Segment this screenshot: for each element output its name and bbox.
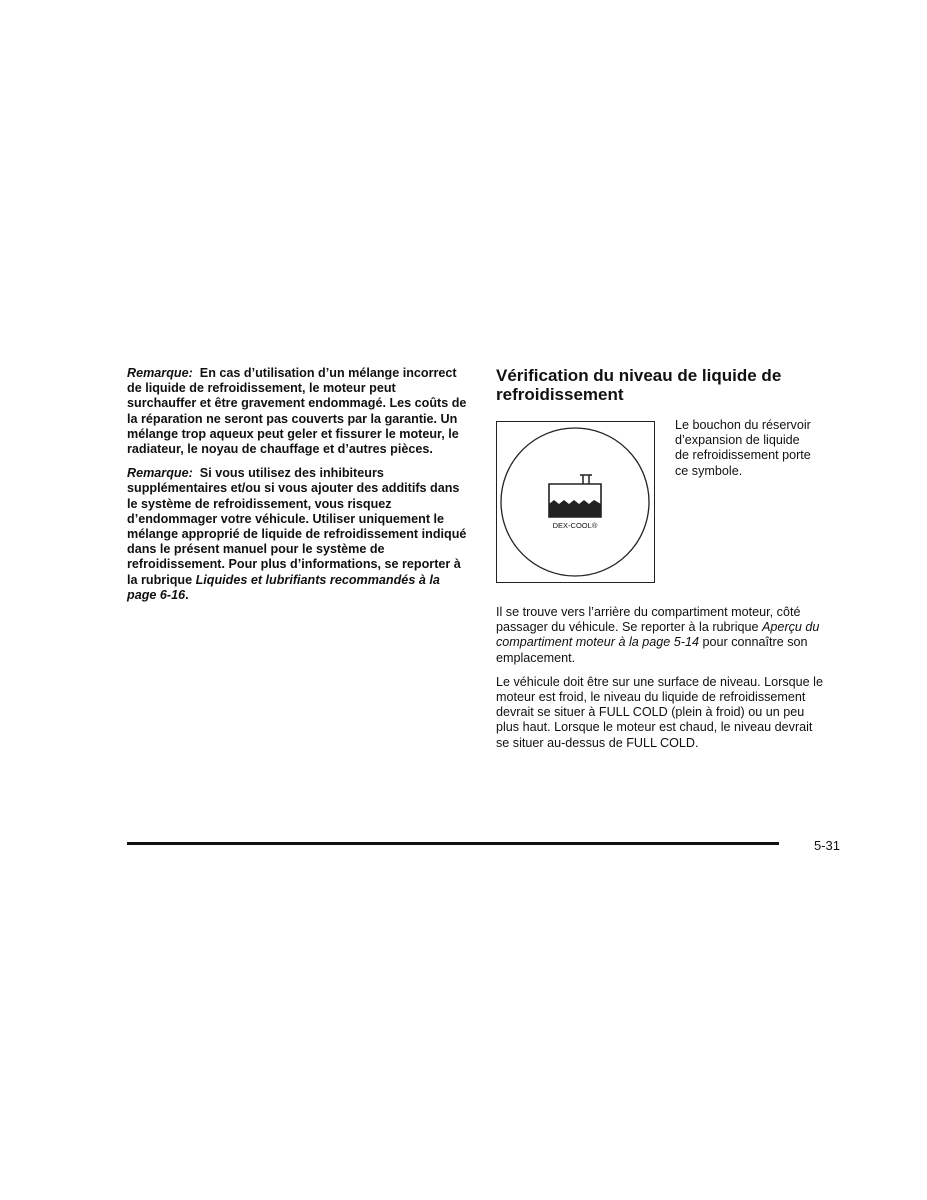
para-1-text: Il se trouve vers l’arrière du compartiment moteur, côté passager du véhicule. Se reporter à la rubrique <box>496 605 801 635</box>
page-number: 5-31 <box>813 838 840 853</box>
right-body <box>496 605 826 760</box>
left-column <box>127 366 467 612</box>
note-2-link[interactable]: Liquides et lubrifiants recommandés à la page 6-16 <box>127 572 440 602</box>
section-heading: Vérification du niveau de liquide de refroidissement <box>496 366 782 404</box>
note-1-text: En cas d’utilisation d’un mélange incorrect de liquide de refroidissement, le moteur peut surchauffer et être gravement endommagé. Les coûts de la réparation ne seront pas couverts par la garantie. Un mélange trop aqueux peut geler et fissurer le moteur, le radiateur, le noyau de chauffage et d’autres pièces. <box>127 366 467 457</box>
note-2-text: Si vous utilisez des inhibiteurs supplémentaires et/ou si vous ajouter des additifs dans le système de refroidissement, vous risquez d’endommager votre véhicule. Utiliser uniquement le mélange approprié de liquide de refroidissement indiqué dans le présent manuel pour le système de refroidissement. Pour plus d’informations, se reporter à la rubrique <box>127 466 467 587</box>
symbol-caption: Le bouchon du réservoir d’expansion de liquide de refroidissement porte ce symbole. <box>675 418 811 478</box>
engine-compartment-link[interactable]: Aperçu du compartiment moteur à la page 5-14 <box>496 620 820 650</box>
para-1-end: pour connaître son emplacement. <box>496 635 808 665</box>
coolant-symbol-box <box>496 421 655 583</box>
coolant-reservoir-icon <box>497 422 653 581</box>
right-column-header <box>496 366 816 404</box>
note-2 <box>127 466 467 603</box>
note-1 <box>127 366 467 457</box>
note-1-label: Remarque: <box>127 366 193 380</box>
dex-cool-label: DEX-COOL® <box>552 521 598 530</box>
location-paragraph <box>496 605 826 666</box>
level-paragraph: Le véhicule doit être sur une surface de niveau. Lorsque le moteur est froid, le niveau du liquide de refroidissement devrait se situer à FULL COLD (plein à froid) ou un peu plus haut. Lorsque le moteur est chaud, le niveau devrait se situer au-dessus de FULL COLD. <box>496 674 823 750</box>
note-2-end: . <box>185 587 189 602</box>
footer-rule <box>127 842 779 845</box>
note-2-label: Remarque: <box>127 466 193 481</box>
